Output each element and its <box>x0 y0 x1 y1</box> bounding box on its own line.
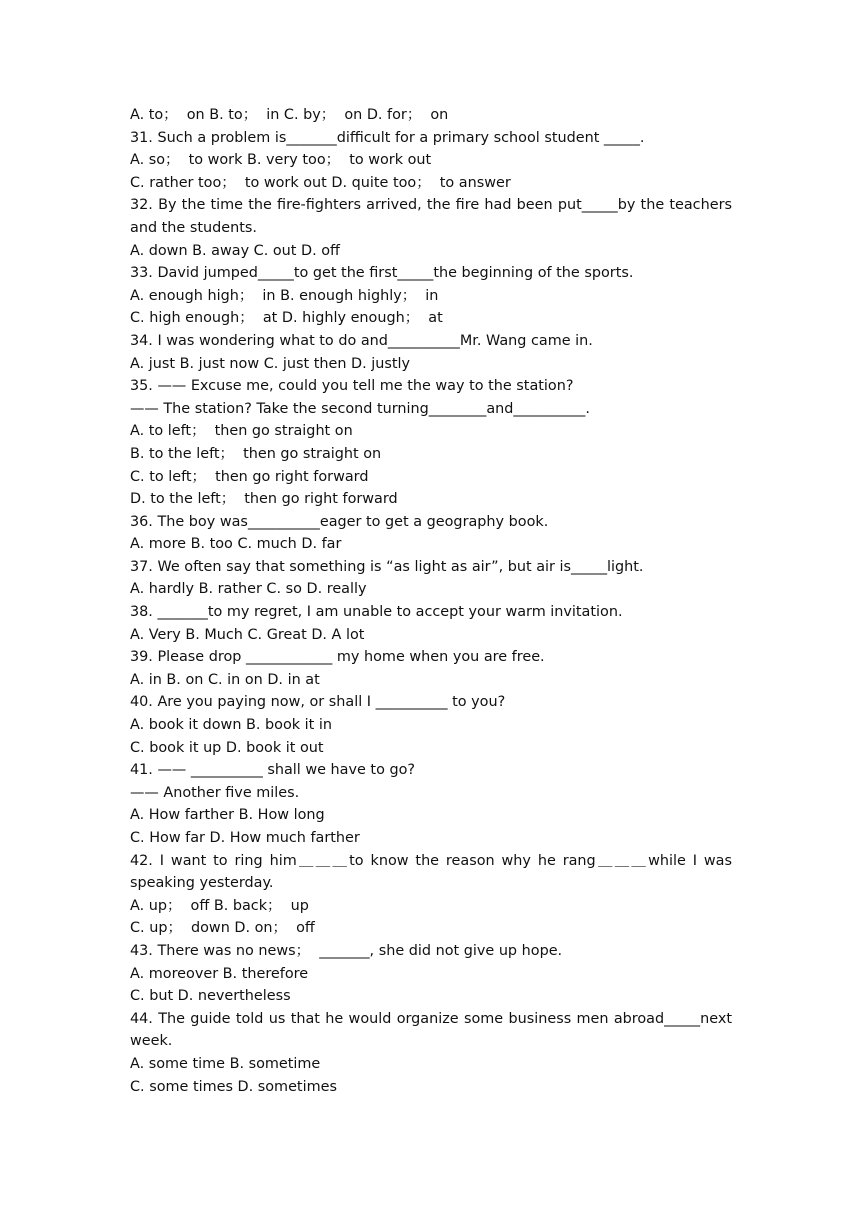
text-line: A. up； off B. back； up <box>130 897 309 914</box>
text-line: —— The station? Take the second turning________and__________. <box>130 400 590 417</box>
question-33: 33. David jumped_____to get the first_____the beginning of the sports. <box>130 265 634 282</box>
text-line: A. to left； then go straight on <box>130 423 353 440</box>
text-line: week. <box>130 1033 173 1050</box>
text-line: —— Another five miles. <box>130 784 300 801</box>
text-line: A. Very B. Much C. Great D. A lot <box>130 626 365 643</box>
question-44: 44. The guide told us that he would organize some business men abroad_____next <box>130 1010 732 1027</box>
question-35: 35. —— Excuse me, could you tell me the way to the station? <box>130 378 574 395</box>
question-38: 38. _______to my regret, I am unable to accept your warm invitation. <box>130 604 623 621</box>
text-line: C. book it up D. book it out <box>130 739 324 756</box>
text-line: C. up； down D. on； off <box>130 920 315 937</box>
text-line: C. some times D. sometimes <box>130 1078 337 1095</box>
text-line: A. just B. just now C. just then D. justly <box>130 355 411 372</box>
text-line: A. book it down B. book it in <box>130 717 333 734</box>
text-line: A. down B. away C. out D. off <box>130 242 340 259</box>
text-line: A. so； to work B. very too； to work out <box>130 152 432 169</box>
question-31: 31. Such a problem is_______difficult for a primary school student _____. <box>130 129 645 146</box>
text-line: and the students. <box>130 219 257 236</box>
document-page <box>130 104 732 1098</box>
question-43: 43. There was no news； _______, she did not give up hope. <box>130 942 563 959</box>
text-line: A. enough high； in B. enough highly； in <box>130 287 439 304</box>
text-line: A. to； on B. to； in C. by； on D. for； on <box>130 107 449 123</box>
question-40: 40. Are you paying now, or shall I __________ to you? <box>130 694 506 711</box>
text-line: A. some time B. sometime <box>130 1055 321 1072</box>
text-line: A. more B. too C. much D. far <box>130 536 342 553</box>
text-line: C. high enough； at D. highly enough； at <box>130 310 443 327</box>
text-line: A. in B. on C. in on D. in at <box>130 671 320 688</box>
text-line: D. to the left； then go right forward <box>130 491 398 508</box>
text-line: C. but D. nevertheless <box>130 988 291 1005</box>
text-line: C. rather too； to work out D. quite too； to answer <box>130 174 511 191</box>
question-39: 39. Please drop ____________ my home when you are free. <box>130 649 545 666</box>
question-34: 34. I was wondering what to do and__________Mr. Wang came in. <box>130 332 593 349</box>
text-line: A. moreover B. therefore <box>130 965 309 982</box>
question-36: 36. The boy was__________eager to get a geography book. <box>130 513 549 530</box>
question-41: 41. —— __________ shall we have to go? <box>130 762 416 779</box>
text-line: A. How farther B. How long <box>130 807 325 824</box>
text-line: C. to left； then go right forward <box>130 468 369 485</box>
text-line: B. to the left； then go straight on <box>130 445 382 462</box>
text-line: C. How far D. How much farther <box>130 830 360 846</box>
question-32: 32. By the time the fire-fighters arrived, the fire had been put_____by the teachers <box>130 197 732 214</box>
question-42: 42. I want to ring him＿＿＿to know the reason why he rang＿＿＿while I was <box>130 852 732 869</box>
text-line: speaking yesterday. <box>130 875 274 892</box>
text-line: A. hardly B. rather C. so D. really <box>130 581 367 598</box>
question-37: 37. We often say that something is “as light as air”, but air is_____light. <box>130 558 644 575</box>
